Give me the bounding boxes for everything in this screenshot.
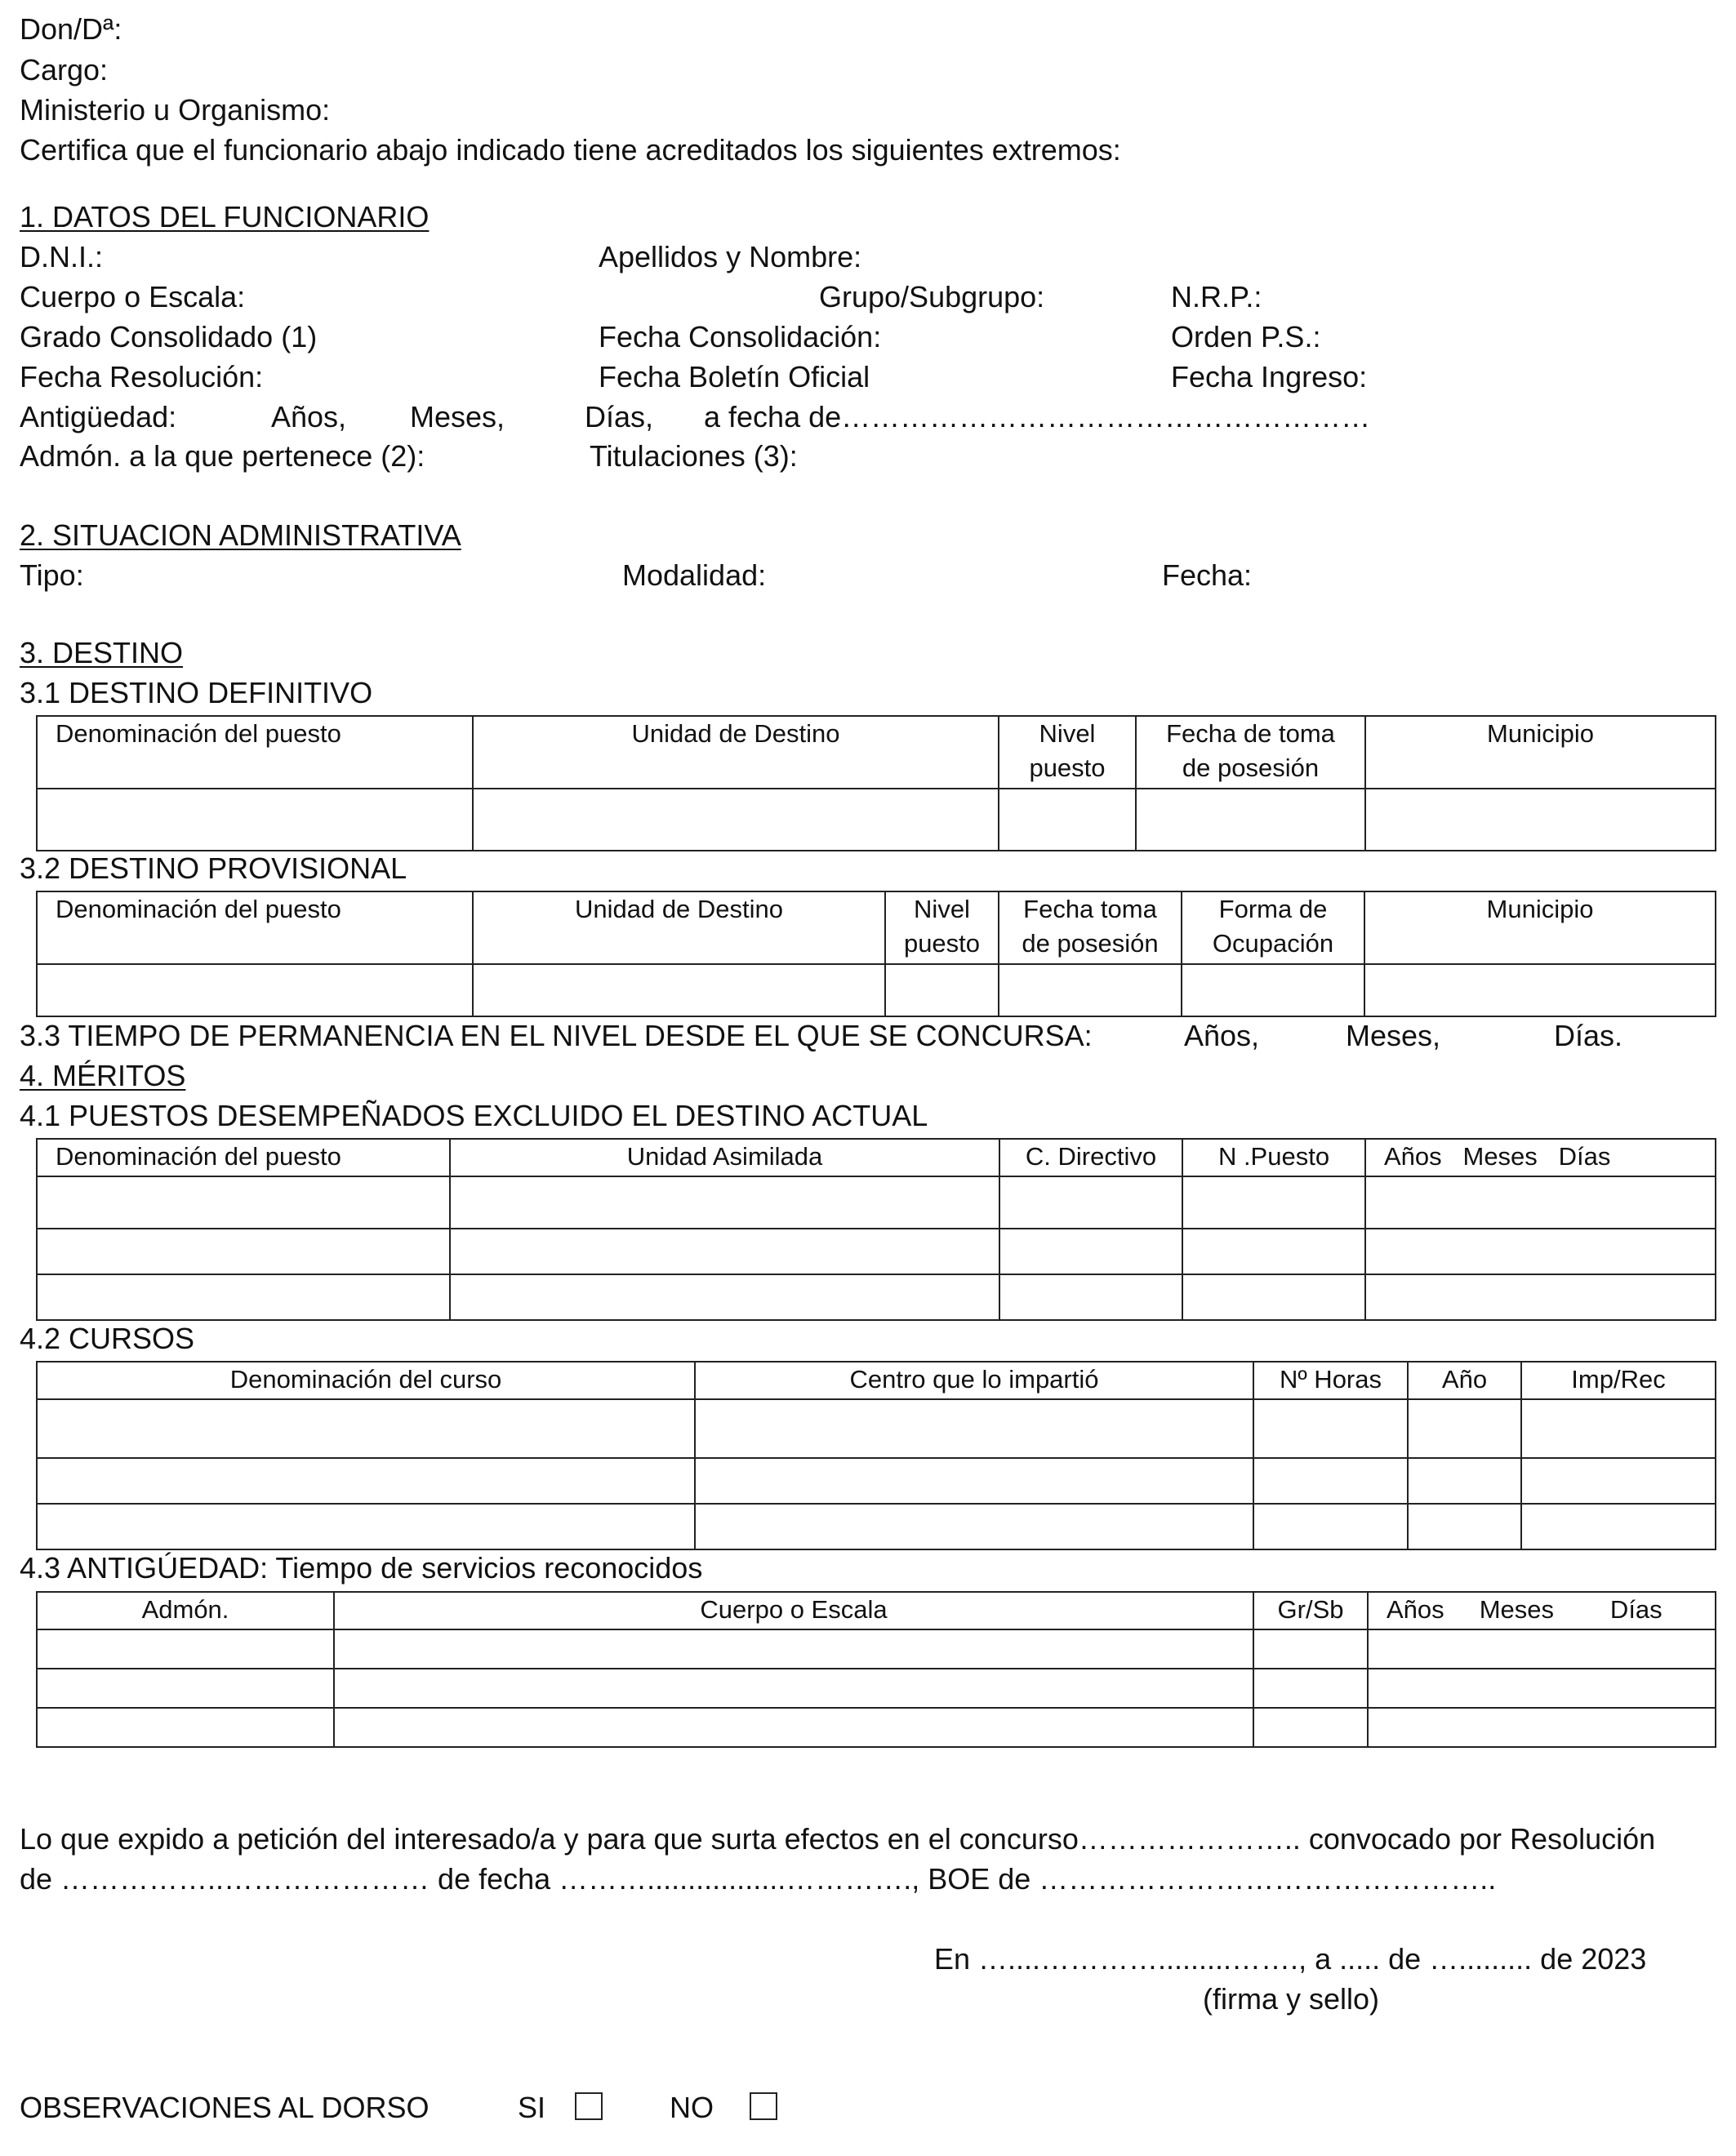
table-cell[interactable]: [37, 1504, 695, 1549]
table-row: [37, 1504, 1716, 1549]
table-cell[interactable]: [450, 1229, 999, 1274]
table-header-row: [37, 1592, 1716, 1629]
table-cell[interactable]: [1368, 1629, 1716, 1669]
table-row: [37, 789, 1716, 851]
table-cell[interactable]: [37, 1669, 334, 1708]
permanencia-dias: Días.: [1554, 1019, 1623, 1052]
observaciones-label: OBSERVACIONES AL DORSO: [20, 2091, 430, 2124]
table-cell[interactable]: [334, 1629, 1253, 1669]
section1-title: 1. DATOS DEL FUNCIONARIO: [20, 200, 430, 233]
table-cell[interactable]: [473, 789, 999, 851]
table-cell[interactable]: [1182, 1229, 1365, 1274]
certifica-text: Certifica que el funcionario abajo indicado tiene acreditados los siguientes extremos:: [20, 133, 1121, 167]
table-cell[interactable]: [1368, 1669, 1716, 1708]
header-forma-ocupacion: [1182, 891, 1364, 964]
header-nivel-line2: puesto: [1029, 753, 1106, 782]
table-row: [37, 1399, 1716, 1458]
header-nivel-puesto: [885, 891, 999, 964]
table-cell[interactable]: [1364, 964, 1716, 1016]
table-cell[interactable]: [1253, 1504, 1408, 1549]
table-row: [37, 1669, 1716, 1708]
table-cell[interactable]: [695, 1504, 1253, 1549]
header-imp-rec: Imp/Rec: [1521, 1362, 1716, 1399]
table-cell[interactable]: [334, 1708, 1253, 1747]
orden-ps-label: Orden P.S.:: [1171, 320, 1321, 353]
dni-label: D.N.I.:: [20, 240, 104, 273]
puestos-desempenados-title: 4.1 PUESTOS DESEMPEÑADOS EXCLUIDO EL DESTINO ACTUAL: [20, 1099, 928, 1132]
header-c-directivo: C. Directivo: [999, 1139, 1182, 1176]
header-nivel-line1: Nivel: [1039, 719, 1096, 748]
table-cell[interactable]: [1408, 1504, 1521, 1549]
firma-sello-label: (firma y sello): [1203, 1982, 1380, 2016]
table-row: [37, 1274, 1716, 1320]
table-cell[interactable]: [37, 964, 473, 1016]
header-nivel-line1: Nivel: [914, 895, 970, 923]
header-horas: Nº Horas: [1253, 1362, 1408, 1399]
table-cell[interactable]: [999, 1229, 1182, 1274]
antiguedad-fecha: a fecha de………………………………………………: [704, 400, 1371, 433]
table-cell[interactable]: [37, 1458, 695, 1504]
header-nivel-puesto: [999, 716, 1136, 789]
table-cell[interactable]: [473, 964, 885, 1016]
table-cell[interactable]: [37, 1229, 450, 1274]
table-cell[interactable]: [695, 1399, 1253, 1458]
header-unidad-destino: Unidad de Destino: [473, 891, 885, 964]
header-n-puesto: N .Puesto: [1182, 1139, 1365, 1176]
table-cell[interactable]: [1182, 1176, 1365, 1229]
header-admon: Admón.: [37, 1592, 334, 1629]
section4-title: 4. MÉRITOS: [20, 1059, 186, 1092]
header-fecha-line1: Fecha toma: [1023, 895, 1157, 923]
header-fecha-line2: de posesión: [1022, 929, 1159, 958]
header-denominacion-curso: Denominación del curso: [37, 1362, 695, 1399]
header-centro: Centro que lo impartió: [695, 1362, 1253, 1399]
table-cell[interactable]: [1182, 964, 1364, 1016]
header-fecha-toma: [1136, 716, 1365, 789]
fecha-consolidacion-label: Fecha Consolidación:: [599, 320, 882, 353]
si-checkbox[interactable]: [575, 2092, 603, 2120]
cursos-title: 4.2 CURSOS: [20, 1322, 195, 1355]
header-fecha-toma: [999, 891, 1182, 964]
table-cell[interactable]: [999, 964, 1182, 1016]
header-forma-line2: Ocupación: [1212, 929, 1334, 958]
antiguedad-dias: Días,: [585, 400, 654, 433]
table-cell[interactable]: [1182, 1274, 1365, 1320]
table-cell[interactable]: [37, 789, 473, 851]
antiguedad-anos: Años,: [271, 400, 347, 433]
header-unidad-asimilada: Unidad Asimilada: [450, 1139, 999, 1176]
fecha-ingreso-label: Fecha Ingreso:: [1171, 360, 1368, 393]
table-cell[interactable]: [37, 1399, 695, 1458]
table-cell[interactable]: [37, 1176, 450, 1229]
header-gr-sb: Gr/Sb: [1253, 1592, 1368, 1629]
destino-definitivo-table: [36, 715, 1716, 851]
ministerio-label: Ministerio u Organismo:: [20, 93, 331, 127]
header-unidad-destino: Unidad de Destino: [473, 716, 999, 789]
table-cell[interactable]: [1365, 1274, 1716, 1320]
table-cell[interactable]: [1253, 1399, 1408, 1458]
header-municipio: Municipio: [1364, 891, 1716, 964]
header-denominacion: Denominación del puesto: [37, 716, 473, 789]
antiguedad-meses: Meses,: [410, 400, 505, 433]
table-cell[interactable]: [1521, 1504, 1716, 1549]
section2-title: 2. SITUACION ADMINISTRATIVA: [20, 518, 461, 552]
table-header-row: [37, 1362, 1716, 1399]
table-cell[interactable]: [37, 1629, 334, 1669]
table-header-row: [37, 1139, 1716, 1176]
table-cell[interactable]: [1253, 1669, 1368, 1708]
puestos-desempenados-table: [36, 1138, 1716, 1321]
situacion-fecha-label: Fecha:: [1162, 558, 1253, 592]
table-cell[interactable]: [1253, 1629, 1368, 1669]
no-label: NO: [670, 2091, 714, 2124]
table-cell[interactable]: [1521, 1458, 1716, 1504]
table-cell[interactable]: [1365, 1229, 1716, 1274]
table-row: [37, 1176, 1716, 1229]
no-checkbox[interactable]: [750, 2092, 777, 2120]
permanencia-meses: Meses,: [1346, 1019, 1441, 1052]
table-cell[interactable]: [37, 1274, 450, 1320]
expido-text-line2: de ……………..………………… de fecha ……….................…………., BOE de ………………………………………..: [20, 1862, 1497, 1896]
lugar-fecha-line: En …....………….........……., a ..... de …......... de 2023: [934, 1942, 1647, 1976]
table-cell[interactable]: [1365, 1176, 1716, 1229]
antiguedad-label: Antigüedad:: [20, 400, 177, 433]
table-header-row: [37, 891, 1716, 964]
destino-definitivo-title: 3.1 DESTINO DEFINITIVO: [20, 676, 373, 709]
header-denominacion: Denominación del puesto: [37, 891, 473, 964]
table-row: [37, 1229, 1716, 1274]
header-ano: Año: [1408, 1362, 1521, 1399]
table-cell[interactable]: [1408, 1399, 1521, 1458]
table-cell[interactable]: [450, 1176, 999, 1229]
destino-provisional-title: 3.2 DESTINO PROVISIONAL: [20, 851, 407, 885]
table-row: [37, 1708, 1716, 1747]
table-cell[interactable]: [1408, 1458, 1521, 1504]
nrp-label: N.R.P.:: [1171, 280, 1262, 313]
antiguedad-servicios-title: 4.3 ANTIGÚEDAD: Tiempo de servicios reconocidos: [20, 1551, 703, 1585]
table-cell[interactable]: [1253, 1458, 1408, 1504]
tiempo-permanencia-label: 3.3 TIEMPO DE PERMANENCIA EN EL NIVEL DESDE EL QUE SE CONCURSA:: [20, 1019, 1093, 1052]
table-cell[interactable]: [999, 1274, 1182, 1320]
table-cell[interactable]: [1365, 789, 1716, 851]
table-cell[interactable]: [334, 1669, 1253, 1708]
cursos-table: [36, 1361, 1716, 1550]
expido-text-line1: Lo que expido a petición del interesado/a y para que surta efectos en el concurso………………….. convocado por Resolución: [20, 1822, 1656, 1856]
table-row: [37, 1458, 1716, 1504]
table-row: [37, 964, 1716, 1016]
table-cell[interactable]: [1368, 1708, 1716, 1747]
table-cell[interactable]: [37, 1708, 334, 1747]
header-cuerpo-escala: Cuerpo o Escala: [334, 1592, 1253, 1629]
table-cell[interactable]: [999, 1176, 1182, 1229]
fecha-resolucion-label: Fecha Resolución:: [20, 360, 264, 393]
header-municipio: Municipio: [1365, 716, 1716, 789]
table-cell[interactable]: [1136, 789, 1365, 851]
grado-label: Grado Consolidado (1): [20, 320, 318, 353]
grupo-label: Grupo/Subgrupo:: [819, 280, 1045, 313]
table-cell[interactable]: [885, 964, 999, 1016]
table-cell[interactable]: [999, 789, 1136, 851]
table-cell[interactable]: [1521, 1399, 1716, 1458]
cuerpo-label: Cuerpo o Escala:: [20, 280, 246, 313]
header-anos-meses-dias: Años Meses Días: [1368, 1592, 1716, 1629]
header-denominacion: Denominación del puesto: [37, 1139, 450, 1176]
fecha-boletin-label: Fecha Boletín Oficial: [599, 360, 870, 393]
table-row: [37, 1629, 1716, 1669]
table-cell[interactable]: [1253, 1708, 1368, 1747]
section3-title: 3. DESTINO: [20, 636, 184, 669]
header-fecha-line2: de posesión: [1182, 753, 1320, 782]
tipo-label: Tipo:: [20, 558, 84, 592]
header-anos-meses-dias: Años Meses Días: [1365, 1139, 1716, 1176]
modalidad-label: Modalidad:: [622, 558, 767, 592]
permanencia-anos: Años,: [1184, 1019, 1260, 1052]
table-cell[interactable]: [450, 1274, 999, 1320]
don-label: Don/Dª:: [20, 12, 122, 46]
table-cell[interactable]: [695, 1458, 1253, 1504]
admon-label: Admón. a la que pertenece (2):: [20, 439, 425, 473]
antiguedad-servicios-table: [36, 1591, 1716, 1748]
header-nivel-line2: puesto: [903, 929, 981, 958]
cargo-label: Cargo:: [20, 53, 109, 87]
header-fecha-line1: Fecha de toma: [1166, 719, 1335, 748]
header-forma-line1: Forma de: [1218, 895, 1328, 923]
apellidos-label: Apellidos y Nombre:: [599, 240, 862, 273]
titulaciones-label: Titulaciones (3):: [590, 439, 798, 473]
table-header-row: [37, 716, 1716, 789]
si-label: SI: [518, 2091, 546, 2124]
destino-provisional-table: [36, 891, 1716, 1017]
